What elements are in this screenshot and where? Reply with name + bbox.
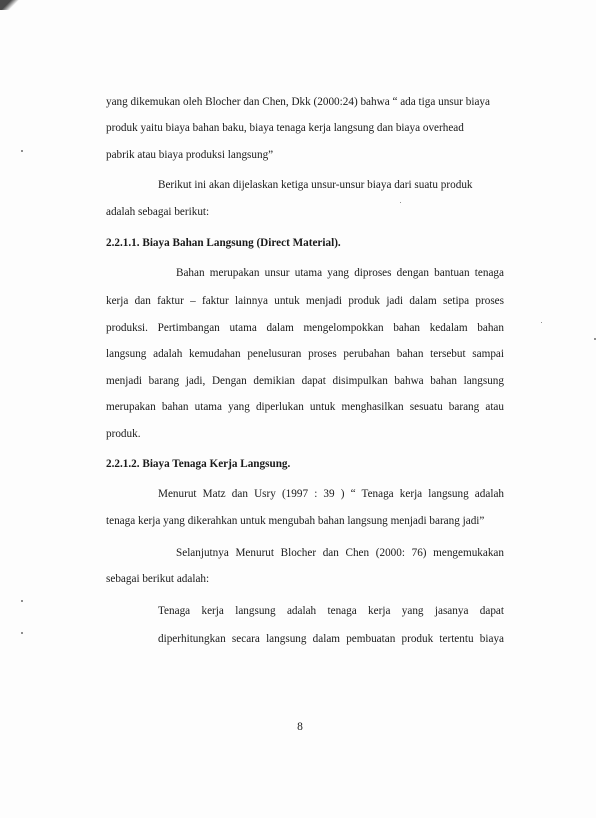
page-number: 8	[297, 721, 303, 733]
section-1-line-2: kerja dan faktur – faktur lainnya untuk menjadi produk jadi dalam setipa proses	[106, 295, 504, 307]
berikut-line-2: adalah sebagai berikut:	[106, 206, 210, 218]
scan-corner-mark	[0, 0, 22, 10]
section-1-line-1: Bahan merupakan unsur utama yang diproses dengan bantuan tenaga	[176, 267, 504, 279]
section-2-next-line-1: Selanjutnya Menurut Blocher dan Chen (2000: 76) mengemukakan	[176, 547, 504, 559]
quote-line-2: diperhitungkan secara langsung dalam pembuatan produk tertentu biaya	[158, 633, 504, 645]
section-2-line-2: tenaga kerja yang dikerahkan untuk mengubah bahan langsung menjadi barang jadi”	[106, 515, 485, 527]
section-1-line-6: merupakan bahan utama yang diperlukan untuk menghasilkan sesuatu barang atau	[106, 401, 504, 413]
section-1-line-5: menjadi barang jadi, Dengan demikian dapat disimpulkan bahwa bahan langsung	[106, 375, 504, 387]
section-2-line-1: Menurut Matz dan Usry (1997 : 39 ) “ Tenaga kerja langsung adalah	[158, 488, 504, 500]
scan-speck	[541, 322, 542, 323]
section-2-heading: 2.2.1.2. Biaya Tenaga Kerja Langsung.	[106, 458, 291, 470]
intro-line-3: pabrik atau biaya produksi langsung”	[106, 149, 274, 161]
section-1-heading: 2.2.1.1. Biaya Bahan Langsung (Direct Material).	[106, 237, 341, 249]
intro-line-2: produk yaitu biaya bahan baku, biaya tenaga kerja langsung dan biaya overhead	[106, 122, 464, 134]
intro-line-1: yang dikemukan oleh Blocher dan Chen, Dkk (2000:24) bahwa “ ada tiga unsur biaya	[106, 96, 490, 108]
section-2-next-line-2: sebagai berikut adalah:	[106, 573, 210, 585]
scan-speck	[21, 150, 23, 152]
section-1-line-7: produk.	[106, 428, 141, 440]
scan-speck	[400, 202, 401, 203]
berikut-line-1: Berikut ini akan dijelaskan ketiga unsur-unsur biaya dari suatu produk	[158, 179, 473, 191]
scan-speck	[21, 632, 23, 634]
quote-line-1: Tenaga kerja langsung adalah tenaga kerja yang jasanya dapat	[158, 605, 504, 617]
scan-speck	[21, 600, 23, 602]
section-1-line-3: produksi. Pertimbangan utama dalam mengelompokkan bahan kedalam bahan	[106, 322, 504, 334]
section-1-line-4: langsung adalah kemudahan penelusuran proses perubahan bahan tersebut sampai	[106, 348, 504, 360]
